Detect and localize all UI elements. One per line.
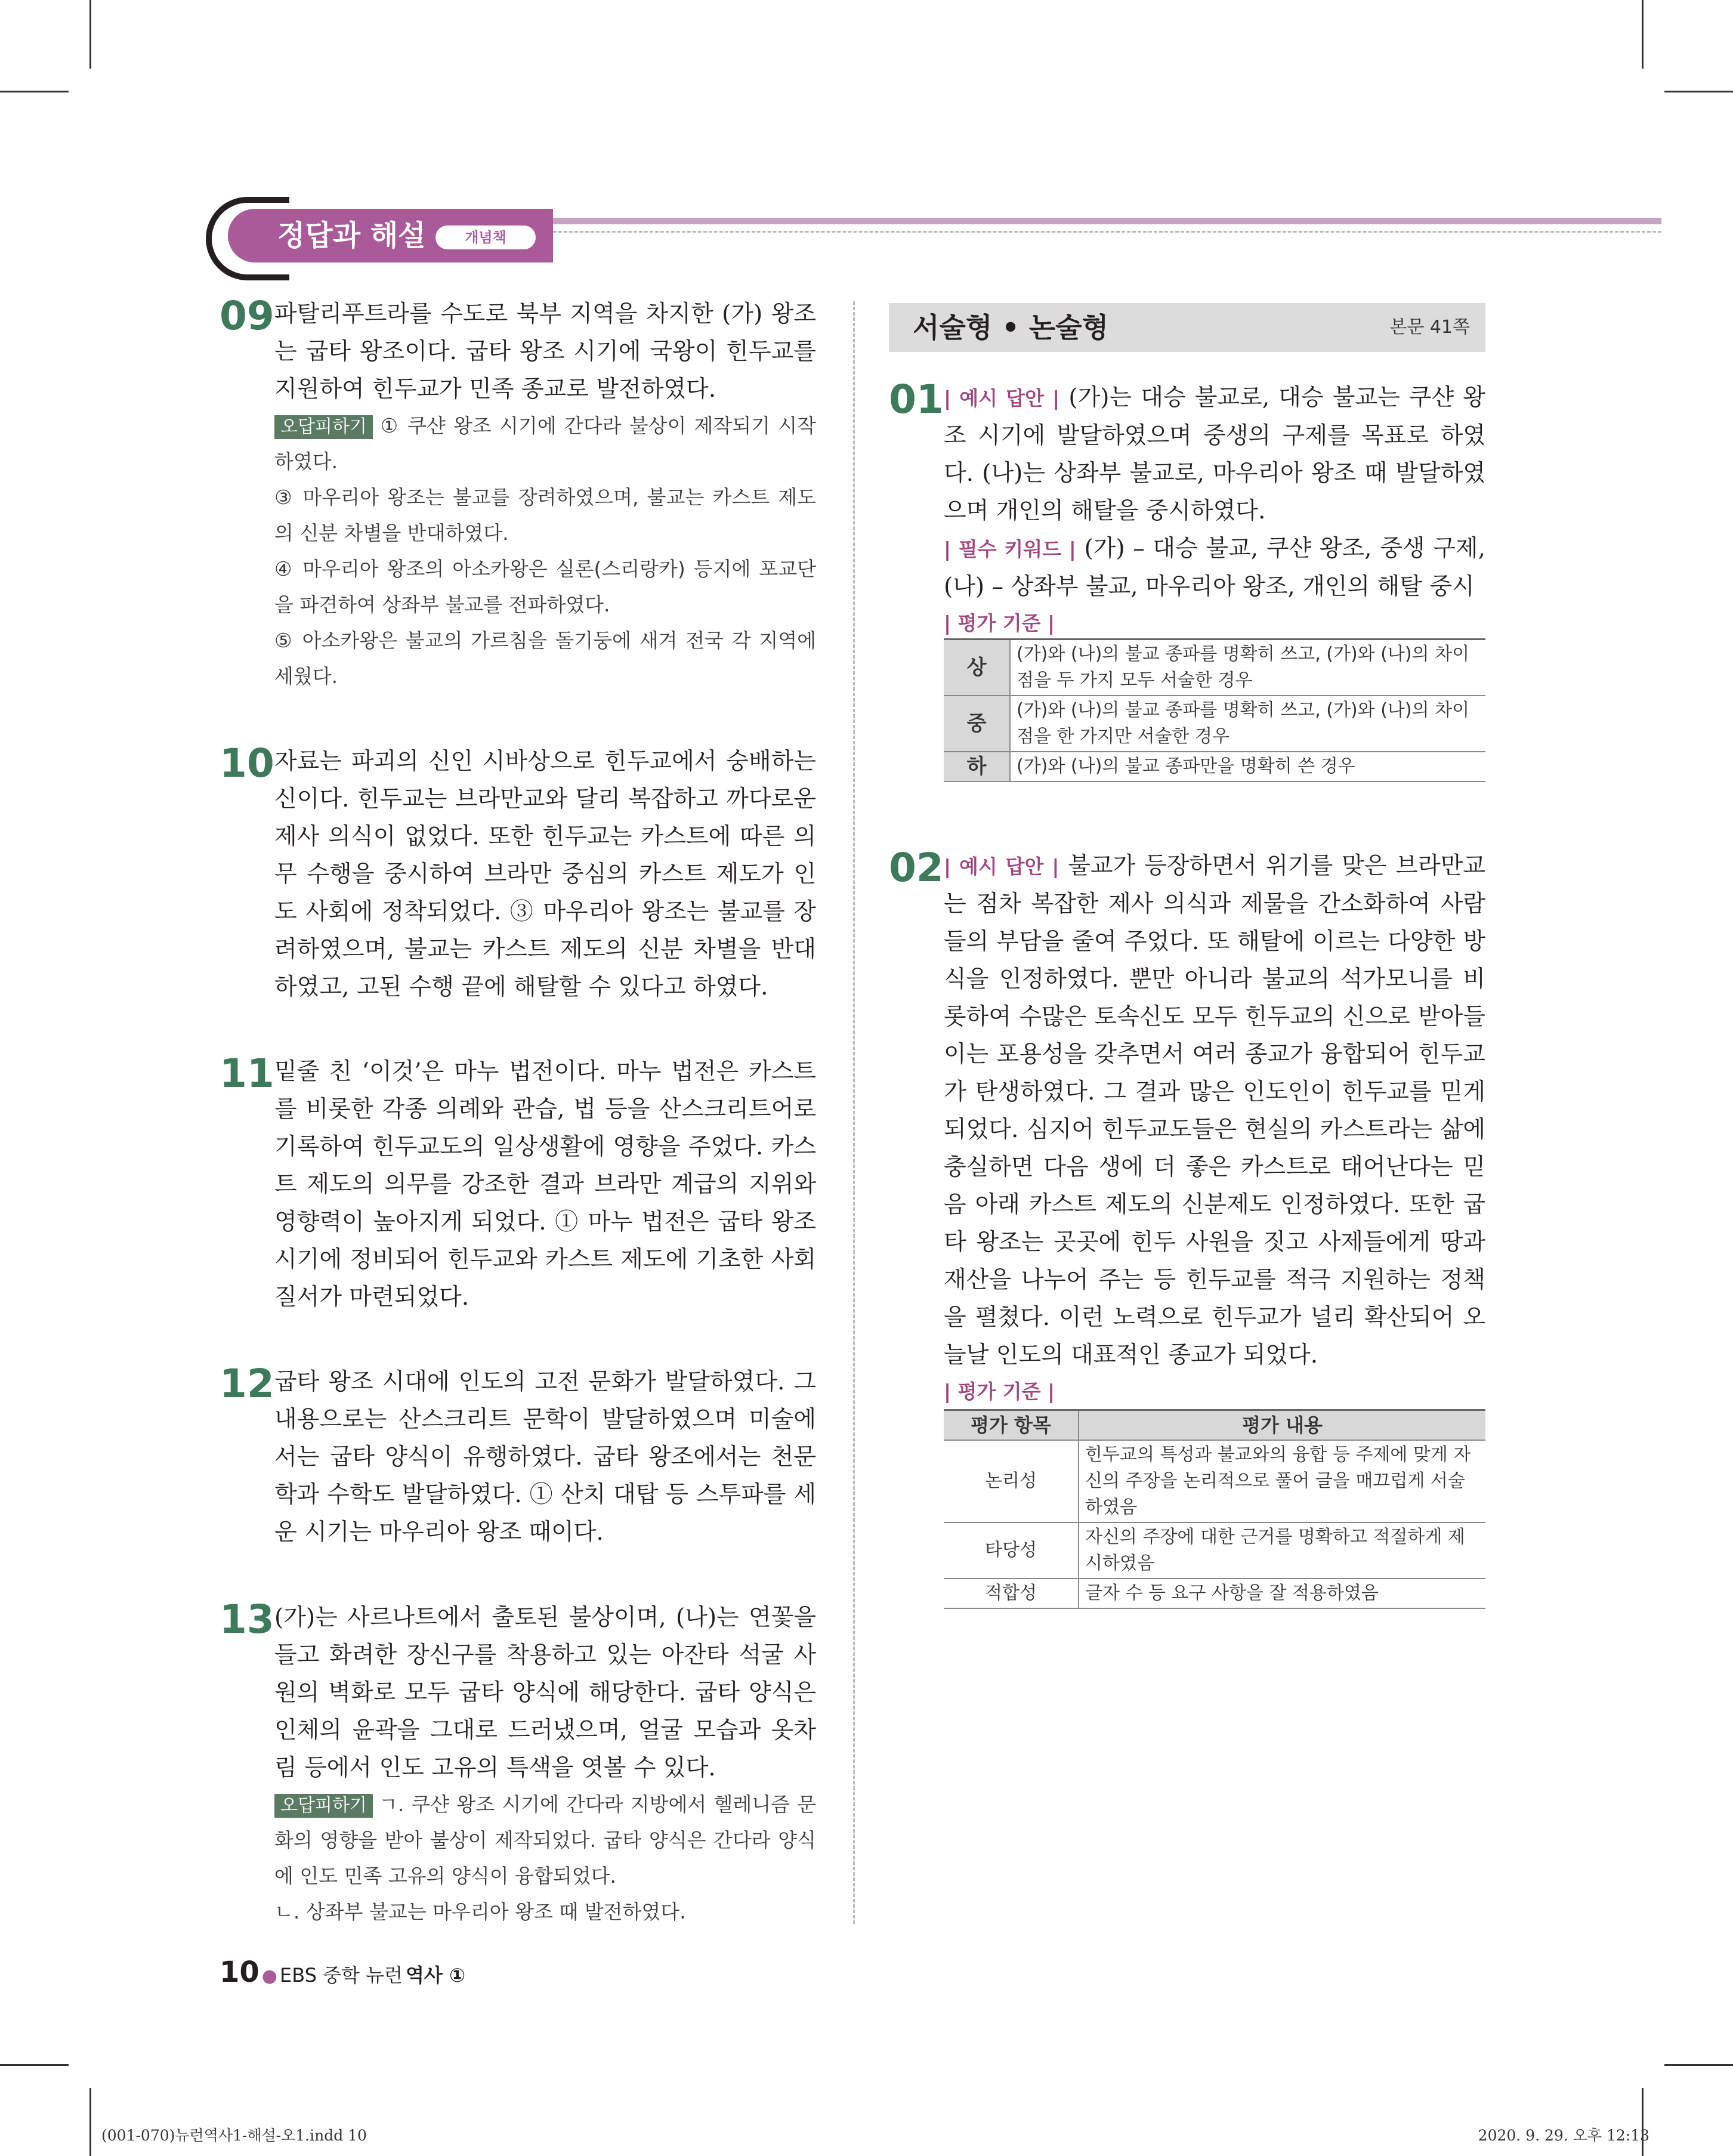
essay-02 [889,847,1485,1410]
content-cell: 자신의 주장에 대한 근거를 명확하고 적절하게 제시하였음 [1079,1522,1485,1579]
column-header: 평가 내용 [1079,1410,1485,1441]
question-number: 12 [220,1361,274,1407]
keyword-label: | 필수 키워드 | [944,538,1076,561]
hint-line: ㄴ. 상좌부 불교는 마우리아 왕조 때 발전하였다. [274,1900,686,1923]
table-header-row [944,1410,1485,1441]
crop-mark [1642,2088,1644,2156]
header-badge: 개념책 [435,226,536,249]
item-cell: 적합성 [944,1579,1079,1608]
question-number: 13 [220,1596,274,1642]
hint-line: ① 쿠샨 왕조 시기에 간다라 불상이 제작되기 시작하였다. [274,414,816,473]
section-title: 서술형 • 논술형 [913,311,1109,344]
answer-text: 자료는 파괴의 신인 시바상으로 힌두교에서 숭배하는 신이다. 힌두교는 브라만교와 달리 복잡하고 까다로운 제사 의식이 없었다. 또한 힌두교는 카스트에 따른 의무 수행을 중시하여 브라만 중심의 카스트 제도가 인도 사회에 정착되었다. ③ 마우리아 왕조는 불교를 장려하였으며, 불교는 카스트 제도의 신분 차별을 반대하였고, 고된 수행 끝에 해탈할 수 있다고 하였다. [274,748,816,1000]
question-10 [220,740,816,1006]
bullet-icon: ● [261,1966,277,1987]
question-number: 01 [889,376,944,422]
criteria-label: | 평가 기준 | [944,1380,1055,1403]
question-number: 09 [220,293,274,339]
criteria-table-01 [944,638,1485,782]
content-cell: 글자 수 등 요구 사항을 잘 적용하였음 [1079,1579,1485,1608]
answer-text: 굽타 왕조 시대에 인도의 고전 문화가 발달하였다. 그 내용으로는 산스크리트 문학이 발달하였으며 미술에서는 굽타 양식이 유행하였다. 굽타 왕조에서는 천문학과 수학도 발달하였다. ① 산치 대탑 등 스투파를 세운 시기는 마우리아 왕조 때이다. [274,1369,816,1546]
crop-mark [0,2064,69,2066]
criteria-table-02 [944,1409,1485,1609]
hint-badge: 오답피하기 [274,1794,373,1818]
question-number: 02 [889,845,944,891]
level-cell: 상 [944,640,1010,696]
page-title: 정답과 해설 [277,219,426,252]
table-row [944,752,1485,782]
header-rule [553,218,1661,224]
essay-01 [889,376,1485,641]
criteria-label: | 평가 기준 | [944,611,1055,635]
book-subtitle: 역사 ① [406,1964,466,1987]
print-slug-date: 2020. 9. 29. 오후 12:13 [1478,2127,1649,2144]
item-cell: 논리성 [944,1440,1079,1522]
crop-mark [89,2088,91,2156]
table-row [944,1522,1485,1579]
hint-line: ㄱ. 쿠샨 왕조 시기에 간다라 지방에서 헬레니즘 문화의 영향을 받아 불상이 제작되었다. 굽타 양식은 간다라 양식에 인도 민족 고유의 양식이 융합되었다. [274,1793,816,1888]
question-12 [220,1363,816,1551]
item-cell: 타당성 [944,1522,1079,1579]
header-dashed-rule [553,231,1661,233]
hint-line: ③ 마우리아 왕조는 불교를 장려하였으며, 불교는 카스트 제도의 신분 차별을 반대하였다. [274,486,816,545]
page-footer [220,1956,465,1989]
crop-mark [1642,0,1644,69]
table-row [944,1579,1485,1608]
section-page-ref: 본문 41쪽 [1389,317,1470,338]
question-number: 10 [220,740,274,786]
criteria-cell: (가)와 (나)의 불교 종파만을 명확히 쓴 경우 [1010,752,1485,782]
table-row [944,696,1485,752]
column-header: 평가 항목 [944,1410,1079,1441]
question-13 [220,1596,816,1930]
answer-text: 파탈리푸트라를 수도로 북부 지역을 차지한 (가) 왕조는 굽타 왕조이다. 굽타 왕조 시기에 국왕이 힌두교를 지원하여 힌두교가 민족 종교로 발전하였다. [274,301,816,403]
crop-mark [1664,91,1733,92]
criteria-cell: (가)와 (나)의 불교 종파를 명확히 쓰고, (가)와 (나)의 차이점을 두 가지 모두 서술한 경우 [1010,640,1485,696]
level-cell: 중 [944,696,1010,752]
table-row [944,1440,1485,1522]
example-answer: (가)는 대승 불교로, 대승 불교는 쿠샨 왕조 시기에 발달하였으며 중생의 구제를 목표로 하였다. (나)는 상좌부 불교로, 마우리아 왕조 때 발달하였으며 개인의 해탈을 중시하였다. [944,384,1485,524]
hint-line: ⑤ 아소카왕은 불교의 가르침을 돌기둥에 새겨 전국 각 지역에 세웠다. [274,629,816,688]
question-number: 11 [220,1051,274,1096]
example-label: | 예시 답안 | [944,855,1059,878]
criteria-cell: (가)와 (나)의 불교 종파를 명확히 쓰고, (가)와 (나)의 차이점을 한 가지만 서술한 경우 [1010,696,1485,752]
hint-line: ④ 마우리아 왕조의 아소카왕은 실론(스리랑카) 등지에 포교단을 파견하여 상좌부 불교를 전파하였다. [274,557,816,616]
column-divider [853,301,855,1924]
section-header [889,303,1485,352]
keywords: (가) – 대승 불교, 쿠샨 왕조, 중생 구제, (나) – 상좌부 불교, 마우리아 왕조, 개인의 해탈 중시 [944,535,1485,600]
level-cell: 하 [944,752,1010,782]
crop-mark [89,0,91,69]
answer-text: 밑줄 친 ‘이것’은 마누 법전이다. 마누 법전은 카스트를 비롯한 각종 의례와 관습, 법 등을 산스크리트어로 기록하여 힌두교도의 일상생활에 영향을 주었다. 카스트 제도의 의무를 강조한 결과 브라만 계급의 지위와 영향력이 높아지게 되었다. ① 마누 법전은 굽타 왕조 시기에 정비되어 힌두교와 카스트 제도에 기초한 사회 질서가 마련되었다. [274,1058,816,1311]
crop-mark [1664,2064,1733,2066]
content-cell: 힌두교의 특성과 불교와의 융합 등 주제에 맞게 자신의 주장을 논리적으로 풀어 글을 매끄럽게 서술하였음 [1079,1440,1485,1522]
answer-text: (가)는 사르나트에서 출토된 불상이며, (나)는 연꽃을 들고 화려한 장신구를 착용하고 있는 아잔타 석굴 사원의 벽화로 모두 굽타 양식에 해당한다. 굽타 양식은 인체의 윤곽을 그대로 드러냈으며, 얼굴 모습과 옷차림 등에서 인도 고유의 특색을 엿볼 수 있다. [274,1604,816,1781]
page-number: 10 [220,1956,260,1989]
crop-mark [0,91,69,92]
example-answer: 불교가 등장하면서 위기를 맞은 브라만교는 점차 복잡한 제사 의식과 제물을 간소화하여 사람들의 부담을 줄여 주었다. 또 해탈에 이르는 다양한 방식을 인정하였다. 뿐만 아니라 불교의 석가모니를 비롯하여 수많은 토속신도 모두 힌두교의 신으로 받아들이는 포용성을 갖추면서 여러 종교가 융합되어 힌두교가 탄생하였다. 그 결과 많은 인도인이 힌두교를 믿게 되었다. 심지어 힌두교도들은 현실의 카스트라는 삶에 충실하면 다음 생에 더 좋은 카스트로 태어난다는 믿음 아래 카스트 제도의 신분제도 인정하였다. 또한 굽타 왕조는 곳곳에 힌두 사원을 짓고 사제들에게 땅과 재산을 나누어 주는 등 힌두교를 적극 지원하는 정책을 펼쳤다. 이런 노력으로 힌두교가 널리 확산되어 오늘날 인도의 대표적인 종교가 되었다. [944,852,1486,1369]
print-slug-file: (001-070)뉴런역사1-해설-오1.indd 10 [101,2127,367,2144]
question-09 [220,295,816,694]
book-title: EBS 중학 뉴런 [279,1964,403,1987]
table-row [944,640,1485,696]
example-label: | 예시 답안 | [944,387,1060,410]
question-11 [220,1053,816,1316]
hint-badge: 오답피하기 [274,415,373,439]
